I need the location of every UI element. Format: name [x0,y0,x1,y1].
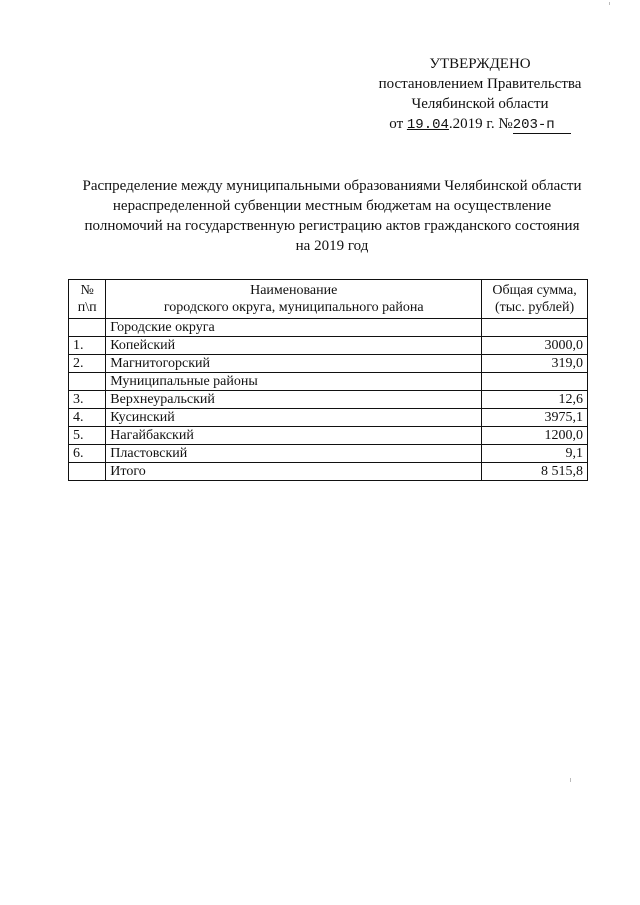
table-row [69,391,588,409]
row-sum: 12,6 [482,391,588,409]
heading-line-1: Распределение между муниципальными образованиями Челябинской области [82,178,582,194]
header-name: Наименование городского округа, муниципального района [106,280,482,319]
table-row [69,319,588,337]
table-row [69,373,588,391]
distribution-table [68,279,588,481]
approval-line-1: постановлением Правительства [378,76,582,92]
heading-line-2: нераспределенной субвенции местным бюджетам на осуществление [112,198,552,214]
row-sum [482,319,588,337]
heading-line-3: полномочий на государственную регистрацию актов гражданского состояния [84,218,580,234]
document-number: 203-п [513,117,571,134]
row-name: Пластовский [106,445,482,463]
document-heading [72,176,592,256]
heading-line-4: на 2019 год [295,238,369,254]
row-number: 1. [69,337,106,355]
row-number: 5. [69,427,106,445]
row-name: Магнитогорский [106,355,482,373]
row-sum: 319,0 [482,355,588,373]
row-sum: 8 515,8 [482,463,588,481]
date-prefix: от [389,116,404,132]
row-number [69,319,106,337]
row-name: Муниципальные районы [106,373,482,391]
row-number: 3. [69,391,106,409]
row-sum: 3000,0 [482,337,588,355]
row-number [69,463,106,481]
row-sum: 3975,1 [482,409,588,427]
year-text: .2019 г. № [448,116,513,132]
row-number [69,373,106,391]
row-sum: 1200,0 [482,427,588,445]
row-name: Нагайбакский [106,427,482,445]
approval-block [360,54,600,135]
approval-title: УТВЕРЖДЕНО [429,56,531,72]
row-sum [482,373,588,391]
header-number: № п\п [69,280,106,319]
row-number: 6. [69,445,106,463]
scan-mark [609,2,610,5]
header-sum: Общая сумма, (тыс. рублей) [482,280,588,319]
table-row [69,445,588,463]
table-row [69,355,588,373]
row-name: Итого [106,463,482,481]
row-name: Городские округа [106,319,482,337]
table-row [69,427,588,445]
approval-date-line [360,114,600,135]
row-name: Кусинский [106,409,482,427]
table-header-row [69,280,588,319]
row-sum: 9,1 [482,445,588,463]
row-number: 2. [69,355,106,373]
approval-line-2: Челябинской области [411,96,549,112]
table-row-total [69,463,588,481]
date-value: 19.04 [406,117,449,133]
table-row [69,409,588,427]
row-name: Копейский [106,337,482,355]
scan-mark [570,778,571,782]
table-row [69,337,588,355]
row-name: Верхнеуральский [106,391,482,409]
row-number: 4. [69,409,106,427]
